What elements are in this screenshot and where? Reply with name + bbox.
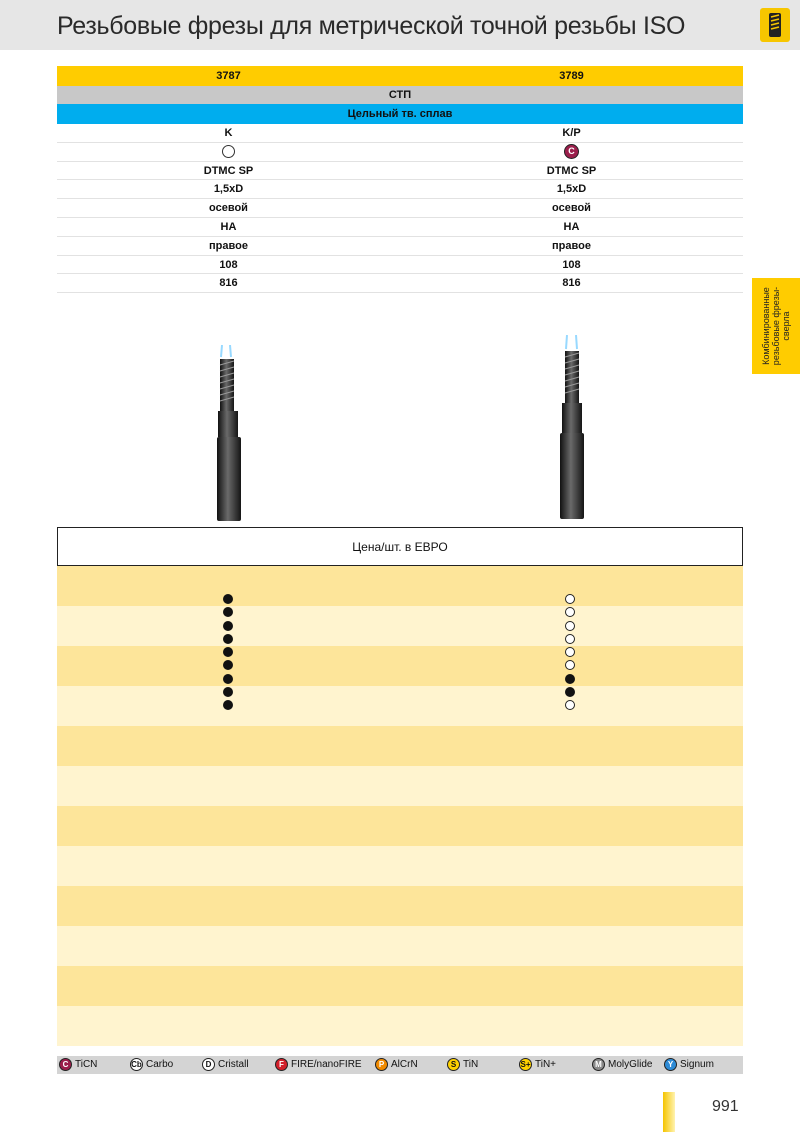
price-rows: [57, 566, 743, 1046]
legend-item: [275, 1058, 362, 1071]
cell: 108: [219, 258, 238, 271]
legend-label: Cristall: [218, 1059, 249, 1070]
thread-mill-badge: [760, 8, 790, 42]
unavailable-dot: [565, 700, 575, 710]
cell: осевой: [552, 202, 591, 215]
tool-image-3789: [552, 335, 592, 521]
coating-icon: Cb: [131, 1060, 142, 1069]
table-row: [57, 926, 743, 966]
table-row: [57, 566, 743, 606]
table-row: [57, 218, 743, 237]
coating-icon: M: [592, 1058, 605, 1071]
cell: 816: [219, 277, 238, 290]
cell: K: [224, 127, 233, 139]
table-row: [57, 606, 743, 646]
available-dot: [565, 687, 575, 697]
available-dot: [223, 607, 233, 617]
legend-label: TiN: [463, 1059, 479, 1070]
available-dot: [223, 634, 233, 644]
availability-column-3789: [565, 594, 577, 714]
legend-item: [447, 1058, 478, 1071]
article-header-row: [57, 66, 743, 86]
page-header: [0, 0, 800, 50]
legend-label: TiN+: [535, 1059, 557, 1070]
table-row: [57, 886, 743, 926]
tool-image-3787: [208, 345, 248, 523]
table-row: [57, 124, 743, 143]
table-row: [57, 237, 743, 256]
table-row: [57, 180, 743, 199]
price-header: Цена/шт. в ЕВРО: [57, 527, 743, 566]
available-dot: [223, 687, 233, 697]
coating-icon: S: [447, 1058, 460, 1071]
standard-row: СТП: [57, 86, 743, 104]
thread-mill-icon: [766, 12, 784, 38]
table-row: [57, 1006, 743, 1046]
available-dot: [223, 647, 233, 657]
cell: 1,5xD: [213, 183, 244, 196]
unavailable-dot: [565, 607, 575, 617]
spec-table: [57, 124, 743, 293]
ticn-coating-icon: C: [400, 144, 743, 159]
coating-icon: F: [275, 1058, 288, 1071]
legend-item: [664, 1058, 714, 1071]
table-row: [57, 646, 743, 686]
legend-item: [130, 1058, 173, 1071]
coating-icon: P: [375, 1058, 388, 1071]
article-3787[interactable]: 3787: [216, 70, 241, 82]
uncoated-icon: [57, 145, 400, 158]
table-row: [57, 766, 743, 806]
coating-icon: C: [59, 1058, 72, 1071]
table-row: [57, 162, 743, 181]
side-tab-label: Комбинированные резьбовые фрезы-сверла: [761, 286, 791, 366]
available-dot: [223, 594, 233, 604]
table-row: [57, 274, 743, 293]
unavailable-dot: [565, 647, 575, 657]
page-title: Резьбовые фрезы для метрической точной резьбы ISO: [57, 12, 686, 40]
coating-legend: [57, 1056, 743, 1074]
cell: K/P: [562, 127, 581, 139]
available-dot: [565, 674, 575, 684]
page-number: 991: [712, 1098, 739, 1115]
cell: правое: [209, 239, 248, 252]
table-row: [57, 726, 743, 766]
cell: осевой: [209, 202, 248, 215]
legend-label: FIRE/nanoFIRE: [291, 1059, 362, 1070]
cell: правое: [552, 239, 591, 252]
cell: 108: [562, 258, 581, 271]
legend-label: AlCrN: [391, 1059, 418, 1070]
section-side-tab[interactable]: [752, 278, 800, 374]
legend-item: [592, 1058, 652, 1071]
coating-icon: Y: [664, 1058, 677, 1071]
table-row: [57, 966, 743, 1006]
legend-item: [375, 1058, 418, 1071]
legend-label: MolyGlide: [608, 1059, 653, 1070]
availability-column-3787: [223, 594, 235, 714]
unavailable-dot: [565, 621, 575, 631]
table-row: [57, 846, 743, 886]
legend-label: Carbo: [146, 1059, 174, 1070]
available-dot: [223, 660, 233, 670]
available-dot: [223, 621, 233, 631]
cell: DTMC SP: [203, 164, 254, 177]
cell: 816: [562, 277, 581, 290]
unavailable-dot: [565, 660, 575, 670]
material-row: Цельный тв. сплав: [57, 104, 743, 124]
available-dot: [223, 700, 233, 710]
legend-label: TiCN: [75, 1059, 98, 1070]
legend-item: [519, 1058, 556, 1071]
page-edge-marker: [663, 1092, 675, 1132]
cell: HA: [563, 220, 580, 233]
legend-item: [59, 1058, 97, 1071]
unavailable-dot: [565, 594, 575, 604]
table-row: [57, 256, 743, 275]
legend-item: [202, 1058, 249, 1071]
table-row: [57, 686, 743, 726]
coating-icon: D: [202, 1058, 215, 1071]
unavailable-dot: [565, 634, 575, 644]
table-row: [57, 143, 743, 162]
cell: DTMC SP: [546, 164, 597, 177]
cell: HA: [220, 220, 237, 233]
cell: 1,5xD: [556, 183, 587, 196]
article-3789[interactable]: 3789: [559, 70, 584, 82]
available-dot: [223, 674, 233, 684]
table-row: [57, 199, 743, 218]
legend-label: Signum: [680, 1059, 714, 1070]
table-row: [57, 806, 743, 846]
coating-icon: S+: [520, 1060, 531, 1069]
